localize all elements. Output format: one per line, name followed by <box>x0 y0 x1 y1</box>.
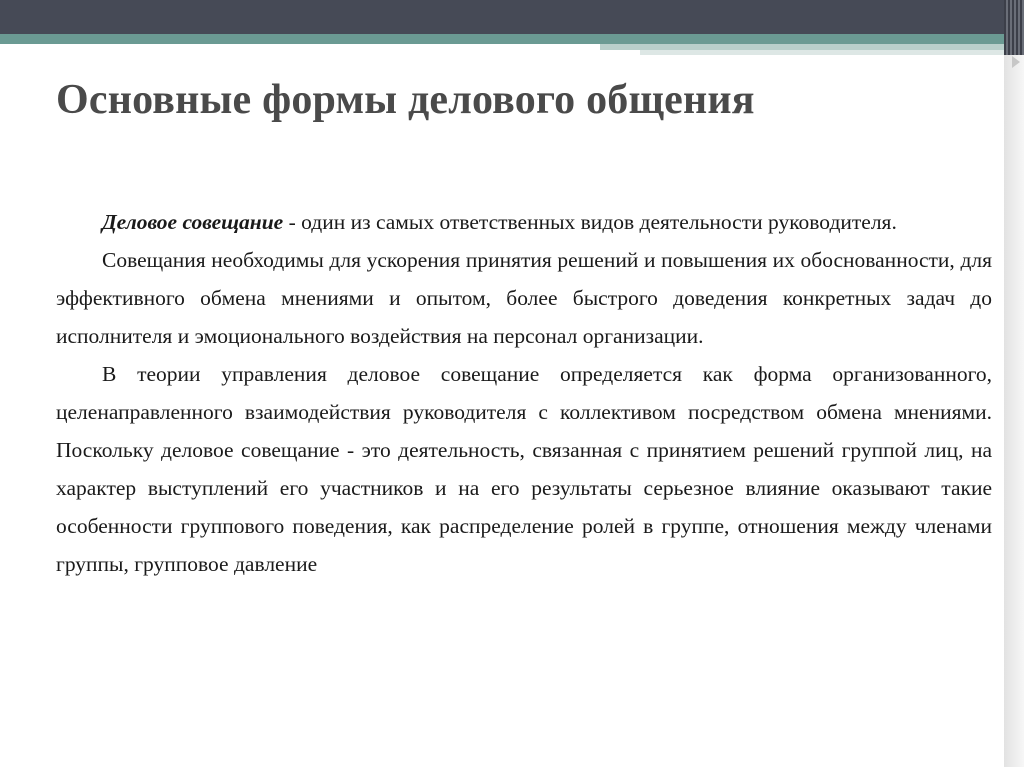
paragraph-definition <box>56 203 992 241</box>
header-dark-band <box>0 0 1024 34</box>
term-delovoe-soveshanie: Деловое совещание <box>102 210 284 234</box>
paragraph-definition-text: - один из самых ответственных видов деятельности руководителя. <box>283 210 897 234</box>
slide-body <box>56 203 992 583</box>
paragraph-theory: В теории управления деловое совещание определяется как форма организованного, целенаправленного взаимодействия руководителя с коллективом посредством обмена мнениями. Поскольку деловое совещание - это деятельность, связанная с принятием решений группой лиц, на характер выступлений его участников и на его результаты серьезное влияние оказывают такие особенности группового поведения, как распределение ролей в группе, отношения между членами группы, групповое давление <box>56 362 992 576</box>
slide-title: Основные формы делового общения <box>56 77 755 123</box>
header-teal-band <box>0 34 1004 44</box>
slide-right-edge <box>1004 0 1024 767</box>
header-accent-stripe-light <box>640 50 1004 55</box>
scroll-right-arrow-icon[interactable] <box>1012 56 1020 68</box>
paragraph-purpose: Совещания необходимы для ускорения принятия решений и повышения их обоснованности, для эффективного обмена мнениями и опытом, более быстрого доведения конкретных задач до исполнителя и эмоционального воздействия на персонал организации. <box>56 248 992 348</box>
